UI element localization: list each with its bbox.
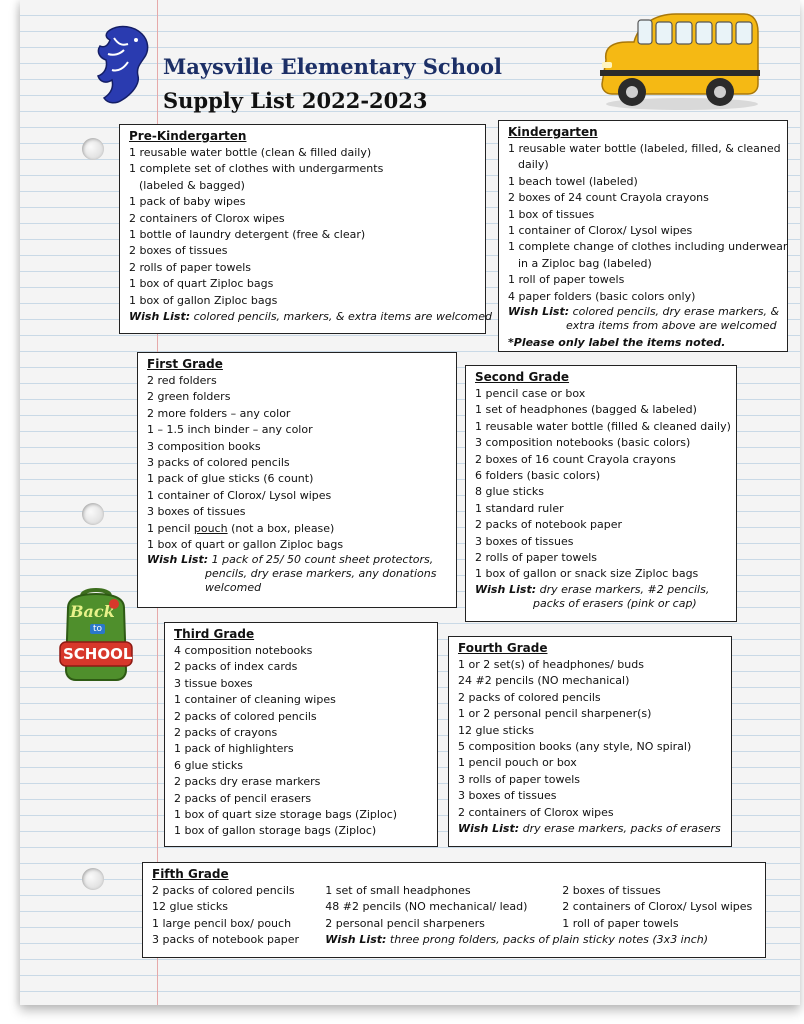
kindergarten-box [498,120,788,352]
list-item: 1 complete set of clothes with undergarments [129,162,384,176]
page-title: Supply List 2022-2023 [163,88,428,113]
list-item: 6 folders (basic colors) [475,469,601,483]
kindergarten-title: Kindergarten [508,125,598,139]
wish-label: Wish List: [475,582,537,596]
list-item: 1 pack of glue sticks (6 count) [147,472,314,486]
list-item: 1 pack of highlighters [174,742,294,756]
list-item: 48 #2 pencils (NO mechanical/ lead) [325,900,528,914]
wish-label: Wish List: [325,933,387,947]
list-item: 1 box of gallon Ziploc bags [129,293,278,307]
list-item: 2 packs of colored pencils [458,690,601,704]
fourth-grade-title: Fourth Grade [458,641,548,655]
list-item: 2 packs dry erase markers [174,775,321,789]
fifth-col-1 [152,883,325,949]
first-grade-wish-list [147,553,448,595]
list-item: 2 personal pencil sharpeners [325,916,485,930]
binder-hole [82,503,104,525]
fifth-grade-title: Fifth Grade [152,867,229,881]
list-item: 8 glue sticks [475,485,545,499]
first-grade-box [137,352,457,608]
list-item: 1 or 2 personal pencil sharpener(s) [458,707,652,721]
backpack-icon [56,586,136,682]
second-grade-wish-list [475,583,728,611]
list-item: 12 glue sticks [458,723,535,737]
list-item: 3 boxes of tissues [475,534,574,548]
second-grade-box [465,365,737,622]
prek-wish-list [129,309,493,325]
list-item: 2 red folders [147,374,217,387]
list-item: 3 composition notebooks (basic colors) [475,436,691,450]
wish-text-cont: packs of erasers (pink or cap) [533,596,697,610]
list-item: 2 containers of Clorox wipes [129,211,285,225]
list-item: 4 paper folders (basic colors only) [508,289,696,303]
list-item: 1 roll of paper towels [562,916,679,930]
list-item: 2 packs of pencil erasers [174,791,312,805]
list-item: 1 box of quart size storage bags (Ziploc) [174,808,398,822]
second-grade-title: Second Grade [475,370,570,384]
list-item: 2 boxes of tissues [129,244,228,258]
fifth-grade-box [142,862,766,958]
list-item: 1 pencil case or box [475,387,586,400]
badge-back: Back [70,602,115,621]
kindergarten-wish-list [508,305,779,333]
list-item: 1 reusable water bottle (labeled, filled, & cleaned [508,142,781,155]
pouch-post: (not a box, please) [227,521,335,535]
list-item: 1 container of Clorox/ Lysol wipes [508,224,693,238]
list-item: 2 packs of colored pencils [152,884,295,897]
list-item: 1 or 2 set(s) of headphones/ buds [458,658,644,671]
list-item: 3 boxes of tissues [147,505,246,519]
list-item: 2 packs of colored pencils [174,709,317,723]
list-item: 1 box of quart Ziploc bags [129,277,274,291]
badge-school: SCHOOL [63,645,133,663]
list-item: 1 set of small headphones [325,884,471,897]
list-item: 1 pencil pouch or box [458,756,577,770]
wish-text: dry erase markers, packs of erasers [522,822,721,836]
list-item: 1 box of gallon or snack size Ziploc bags [475,567,699,581]
prek-title: Pre-Kindergarten [129,129,247,143]
wish-text-cont: extra items from above are welcomed [566,319,777,333]
list-item: 2 packs of crayons [174,726,278,740]
pouch-pre: 1 pencil [147,521,194,535]
list-item: 1 reusable water bottle (filled & cleaned daily) [475,419,731,433]
list-item: 6 glue sticks [174,758,244,772]
list-item: 5 composition books (any style, NO spiral) [458,740,692,754]
list-item: 2 more folders – any color [147,406,291,420]
list-item: 1 reusable water bottle (clean & filled daily) [129,146,372,159]
binder-hole [82,138,104,160]
list-item: 1 set of headphones (bagged & labeled) [475,403,697,417]
wish-label: Wish List: [129,310,191,324]
wish-label: Wish List: [458,822,520,836]
pouch-word: pouch [193,521,228,535]
list-item: 3 composition books [147,439,261,453]
fifth-col-3 [562,883,757,949]
list-item: 1 container of Clorox/ Lysol wipes [147,488,332,502]
wish-label: Wish List: [147,553,209,567]
third-grade-box [164,622,438,847]
school-name: Maysville Elementary School [163,54,502,79]
list-item: 1 box of gallon storage bags (Ziploc) [174,824,377,838]
list-item: daily) [518,158,549,172]
fifth-grade-wish-list [325,932,709,948]
list-item: 2 boxes of tissues [562,884,661,897]
list-item: 1 large pencil box/ pouch [152,916,292,930]
fifth-grade-columns [152,883,757,949]
list-item: 2 packs of index cards [174,660,298,674]
badge-to: to [90,624,105,634]
list-item: 2 containers of Clorox wipes [458,805,614,819]
binder-hole [82,868,104,890]
list-item: 1 box of quart or gallon Ziploc bags [147,538,344,552]
wish-text: 1 pack of 25/ 50 count sheet protectors, [211,553,434,567]
note-text: *Please only label the items noted. [508,336,726,350]
wish-text: colored pencils, dry erase markers, & [572,305,780,319]
list-item: 4 composition notebooks [174,644,313,657]
list-item: 3 tissue boxes [174,676,253,690]
fourth-grade-wish-list [458,821,723,837]
first-grade-title: First Grade [147,357,223,371]
list-item: 2 boxes of 24 count Crayola crayons [508,191,709,205]
label-note [508,335,779,351]
wish-label: Wish List: [508,305,570,319]
fourth-grade-box [448,636,732,847]
list-item: 1 bottle of laundry detergent (free & clear) [129,228,366,242]
list-item: 2 rolls of paper towels [129,260,252,274]
wish-text: three prong folders, packs of plain sticky notes (3x3 inch) [389,933,709,947]
prek-box [119,124,493,334]
list-item: 1 pack of baby wipes [129,195,246,209]
list-item: 2 green folders [147,390,231,404]
list-item: 2 rolls of paper towels [475,551,598,565]
wish-text: colored pencils, markers, & extra items are welcomed [193,310,493,324]
list-item: 1 – 1.5 inch binder – any color [147,423,313,437]
list-item: 3 packs of colored pencils [147,456,290,470]
back-to-school-badge [56,586,136,682]
list-item: (labeled & bagged) [139,178,245,192]
mustang-logo-icon [92,24,154,106]
list-item: 2 containers of Clorox/ Lysol wipes [562,900,753,914]
list-item: 1 box of tissues [508,207,595,221]
third-grade-title: Third Grade [174,627,255,641]
wish-text-cont: welcomed [205,581,262,595]
school-bus-icon [598,8,764,112]
list-item: 3 boxes of tissues [458,789,557,803]
wish-text-cont: pencils, dry erase markers, any donations [205,567,437,581]
list-item: 24 #2 pencils (NO mechanical) [458,674,630,688]
list-item: 2 boxes of 16 count Crayola crayons [475,452,676,466]
list-item: 1 standard ruler [475,501,564,515]
list-item: 1 beach towel (labeled) [508,174,638,188]
list-item: 12 glue sticks [152,900,229,914]
wish-text: dry erase markers, #2 pencils, [539,582,710,596]
list-item: 2 packs of notebook paper [475,518,623,532]
list-item: 1 roll of paper towels [508,273,625,287]
list-item: in a Ziploc bag (labeled) [518,256,652,270]
list-item: 1 complete change of clothes including underwear [508,240,788,254]
list-item: 3 packs of notebook paper [152,933,300,947]
list-item [147,521,448,537]
list-item: 1 container of cleaning wipes [174,693,336,707]
list-item: 3 rolls of paper towels [458,772,581,786]
